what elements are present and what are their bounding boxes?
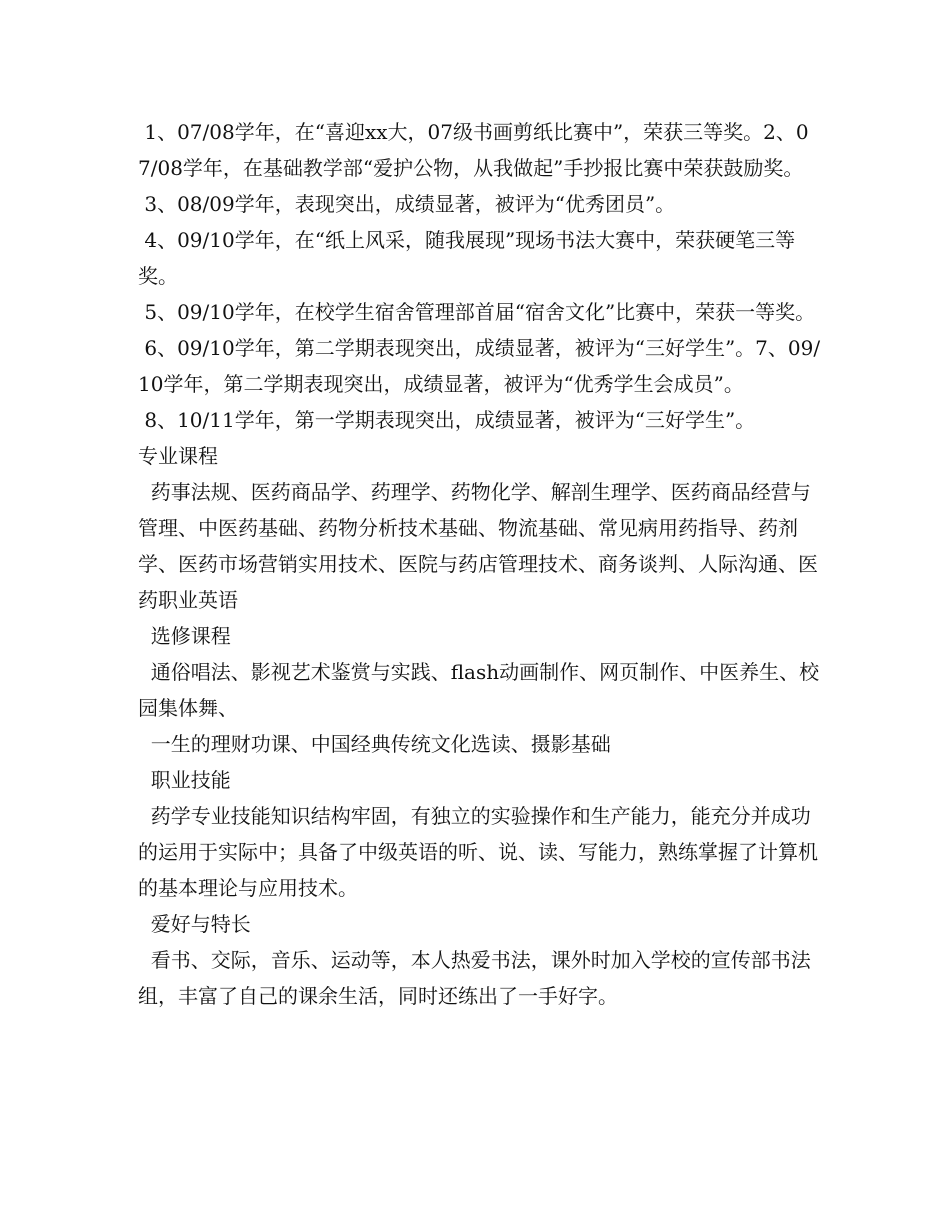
award-item-4: 4、09/10学年，在“纸上风采，随我展现”现场书法大赛中，荣获硬笔三等奖。 (138, 228, 796, 288)
hobbies-heading: 爱好与特长 (138, 912, 251, 936)
elective-courses-heading: 选修课程 (138, 624, 231, 648)
document-body (138, 114, 828, 1014)
award-item-5: 5、09/10学年，在校学生宿舍管理部首届“宿舍文化”比赛中，荣获一等奖。 (138, 300, 816, 324)
vocational-skills-text: 药学专业技能知识结构牢固，有独立的实验操作和生产能力，能充分并成功的运用于实际中；具备了中级英语的听、说、读、写能力，熟练掌握了计算机的基本理论与应用技术。 (138, 804, 818, 900)
award-item-8: 8、10/11学年，第一学期表现突出，成绩显著，被评为“三好学生”。 (138, 408, 756, 432)
major-courses-heading: 专业课程 (138, 444, 218, 468)
award-item-1-2: 1、07/08学年，在“喜迎xx大，07级书画剪纸比赛中”，荣获三等奖。2、07/08学年，在基础教学部“爱护公物，从我做起”手抄报比赛中荣获鼓励奖。 (138, 120, 809, 180)
elective-courses-text: 通俗唱法、影视艺术鉴赏与实践、flash动画制作、网页制作、中医养生、校园集体舞、 (138, 660, 820, 720)
elective-courses-text-continued: 一生的理财功课、中国经典传统文化选读、摄影基础 (138, 732, 611, 756)
hobbies-text: 看书、交际，音乐、运动等，本人热爱书法，课外时加入学校的宣传部书法组，丰富了自己的课余生活，同时还练出了一手好字。 (138, 948, 811, 1008)
award-item-3: 3、08/09学年，表现突出，成绩显著，被评为“优秀团员”。 (138, 192, 676, 216)
vocational-skills-heading: 职业技能 (138, 768, 231, 792)
major-courses-text: 药事法规、医药商品学、药理学、药物化学、解剖生理学、医药商品经营与管理、中医药基础、药物分析技术基础、物流基础、常见病用药指导、药剂学、医药市场营销实用技术、医院与药店管理技术、商务谈判、人际沟通、医药职业英语 (138, 480, 818, 612)
award-item-6-7: 6、09/10学年，第二学期表现突出，成绩显著，被评为“三好学生”。7、09/10学年，第二学期表现突出，成绩显著，被评为“优秀学生会成员”。 (138, 336, 821, 396)
